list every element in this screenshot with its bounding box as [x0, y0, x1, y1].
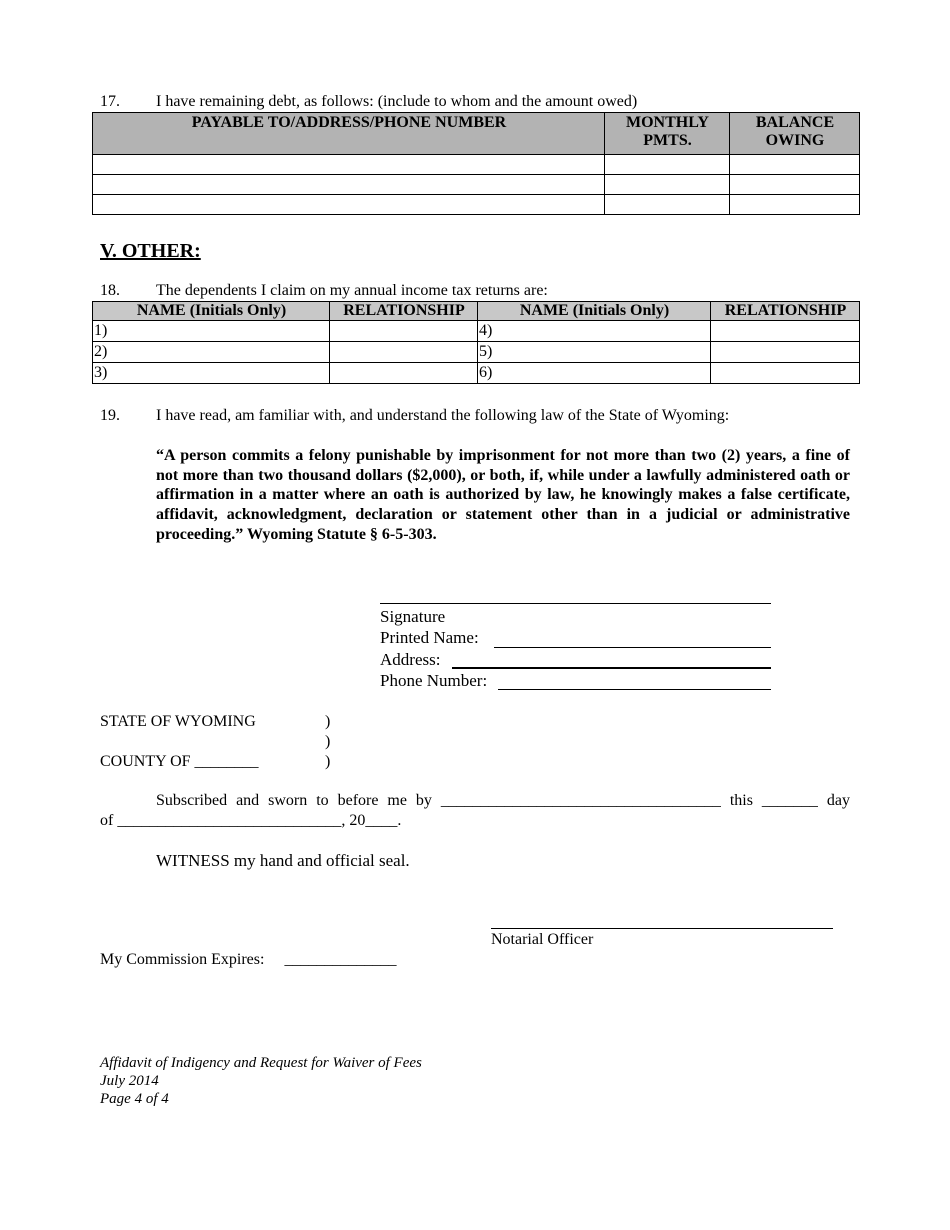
- venue-paren: ): [325, 733, 331, 750]
- dependent-name-field[interactable]: 3): [93, 363, 330, 384]
- notarial-officer-label: Notarial Officer: [491, 931, 594, 948]
- debt-payable-field[interactable]: [93, 175, 605, 195]
- notary-signature-line[interactable]: [491, 928, 833, 929]
- witness-statement: WITNESS my hand and official seal.: [156, 851, 410, 870]
- signature-line[interactable]: [380, 603, 771, 604]
- table-row: [93, 155, 860, 175]
- debt-monthly-field[interactable]: [605, 175, 730, 195]
- debt-balance-field[interactable]: [730, 155, 860, 175]
- subscribed-line-1: Subscribed and sworn to before me by ___________________________________ this _______ day: [156, 792, 850, 809]
- commission-expires: My Commission Expires: ______________: [100, 951, 397, 968]
- dependent-name-field[interactable]: 4): [478, 321, 711, 342]
- table-row: [93, 195, 860, 215]
- item-19-text: I have read, am familiar with, and understand the following law of the State of Wyoming:: [156, 407, 730, 424]
- dependent-relationship-field[interactable]: [711, 363, 860, 384]
- item-17-text: I have remaining debt, as follows: (include to whom and the amount owed): [156, 93, 638, 110]
- debt-payable-field[interactable]: [93, 195, 605, 215]
- phone-number-line[interactable]: [498, 689, 771, 690]
- item-18-text: The dependents I claim on my annual income tax returns are:: [156, 282, 548, 299]
- debt-table-header: [93, 113, 860, 155]
- dependents-table-header: [93, 302, 860, 321]
- item-18-number: 18.: [100, 282, 120, 299]
- dep-header-relationship-2: RELATIONSHIP: [711, 302, 860, 321]
- debt-header-monthly: MONTHLY PMTS.: [605, 113, 730, 155]
- wyoming-statute-quote: “A person commits a felony punishable by imprisonment for not more than two (2) years, a fine of not more than two thousand dollars ($2,000), or both, if, while under a lawfully administered oath or affirmation in a matter where an oath is authorized by law, he knowingly makes a false certificate, affidavit, acknowledgment, declaration or statement other than in a judicial or administrative proceeding.” Wyoming Statute § 6-5-303.: [156, 447, 850, 543]
- table-row: [93, 363, 860, 384]
- debt-balance-field[interactable]: [730, 195, 860, 215]
- phone-number-label: Phone Number:: [380, 671, 488, 690]
- signature-label: Signature: [380, 607, 446, 626]
- dep-header-name-2: NAME (Initials Only): [478, 302, 711, 321]
- dependent-name-field[interactable]: 2): [93, 342, 330, 363]
- debt-monthly-field[interactable]: [605, 155, 730, 175]
- section-v-heading: V. OTHER:: [100, 240, 201, 262]
- dependent-relationship-field[interactable]: [711, 321, 860, 342]
- table-row: [93, 342, 860, 363]
- dependent-name-field[interactable]: 5): [478, 342, 711, 363]
- footer-date: July 2014: [100, 1073, 159, 1089]
- footer-form-title: Affidavit of Indigency and Request for Waiver of Fees: [100, 1055, 422, 1071]
- debt-header-payable: PAYABLE TO/ADDRESS/PHONE NUMBER: [93, 113, 605, 155]
- dependent-relationship-field[interactable]: [330, 363, 478, 384]
- footer-page-number: Page 4 of 4: [100, 1091, 169, 1107]
- item-17-number: 17.: [100, 93, 120, 110]
- dependent-name-field[interactable]: 1): [93, 321, 330, 342]
- table-row: [93, 175, 860, 195]
- venue-paren: ): [325, 713, 331, 730]
- address-line[interactable]: [452, 667, 771, 669]
- table-row: [93, 321, 860, 342]
- address-label: Address:: [380, 650, 441, 669]
- venue-paren: ): [325, 753, 331, 770]
- debt-balance-field[interactable]: [730, 175, 860, 195]
- printed-name-label: Printed Name:: [380, 628, 479, 647]
- subscribed-line-2: of ____________________________, 20____.: [100, 812, 402, 829]
- dep-header-relationship-1: RELATIONSHIP: [330, 302, 478, 321]
- dependent-relationship-field[interactable]: [711, 342, 860, 363]
- dep-header-name-1: NAME (Initials Only): [93, 302, 330, 321]
- dependents-table: [92, 301, 860, 384]
- debt-monthly-field[interactable]: [605, 195, 730, 215]
- county-label: COUNTY OF ________: [100, 753, 259, 770]
- dependent-relationship-field[interactable]: [330, 342, 478, 363]
- dependent-relationship-field[interactable]: [330, 321, 478, 342]
- printed-name-line[interactable]: [494, 647, 771, 648]
- debt-header-balance: BALANCE OWING: [730, 113, 860, 155]
- state-label: STATE OF WYOMING: [100, 713, 256, 730]
- item-19-number: 19.: [100, 407, 120, 424]
- dependent-name-field[interactable]: 6): [478, 363, 711, 384]
- debt-payable-field[interactable]: [93, 155, 605, 175]
- debt-table: [92, 112, 860, 215]
